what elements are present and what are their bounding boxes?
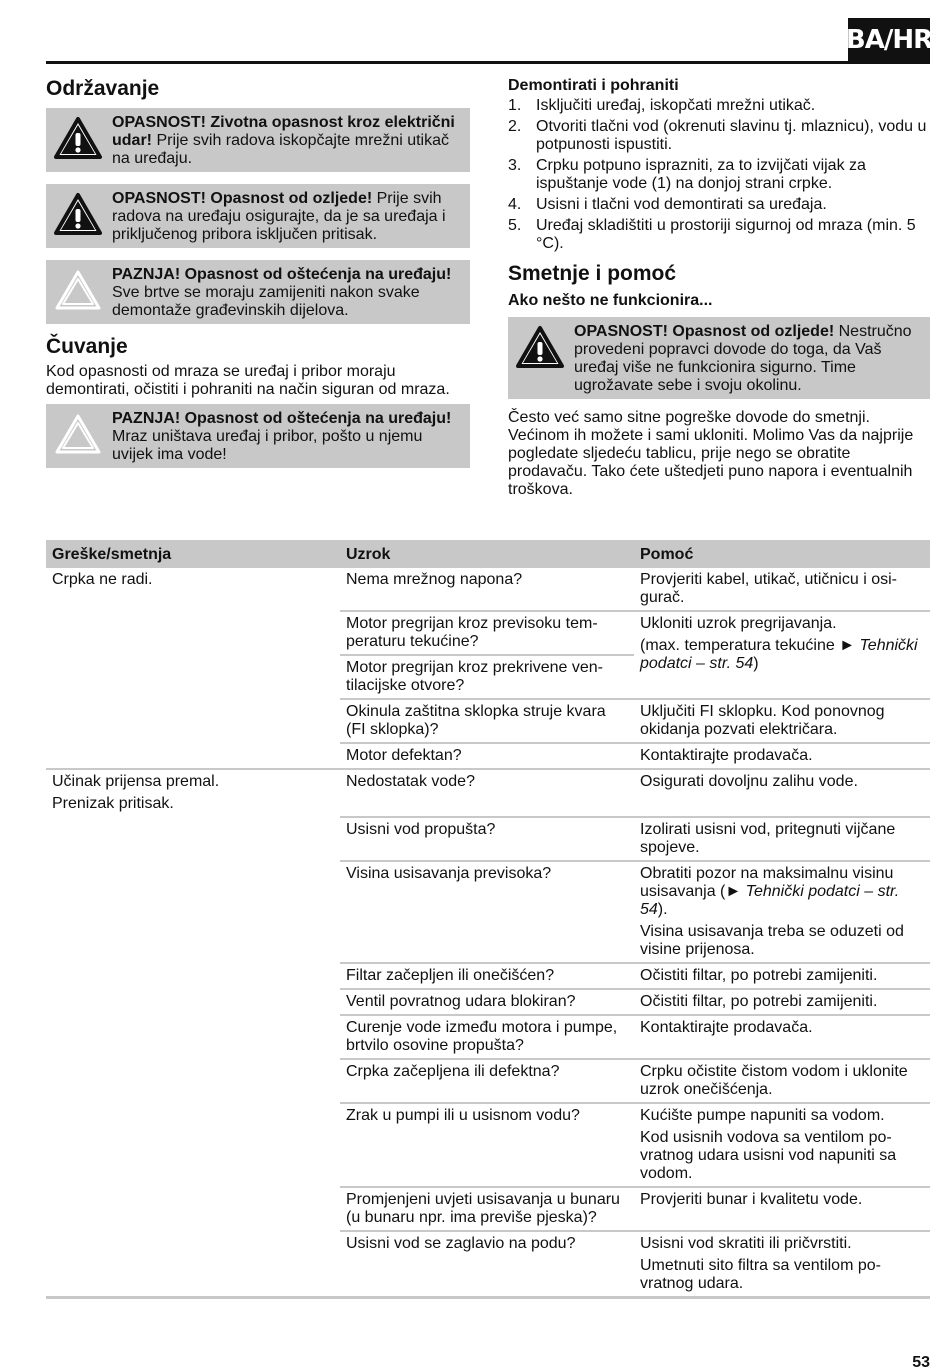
table-header-row [46,540,930,568]
language-tab: BA/HR [848,18,930,62]
right-column [508,76,930,499]
warning-body: Sve brtve se moraju zamijeniti nakon svake demontaže građevinskih dijelova. [112,284,420,319]
help-cell [634,861,930,963]
step-text: Crpku potpuno isprazniti, za to izvijčati vijak za ispuštanje vode (1) na donjoj strani crpke. [536,157,866,192]
help-text: Osigurati dovoljnu zalihu vode. [640,773,858,790]
help-cell [634,1059,930,1103]
warning-text [112,190,464,244]
step-number: 5. [508,217,522,234]
cause-cell: Motor pregrijan kroz previsoku temperaturu tekućine? [340,611,634,655]
cause-cell: Motor defektan? [340,743,634,769]
warning-label: OPASNOST! Opasnost od ozljede! [112,190,373,207]
step-number: 1. [508,97,522,114]
cause-cell: Ventil povratnog udara blokiran? [340,989,634,1015]
cause-cell: Nedostatak vode? [340,769,634,817]
help-text: Kod usisnih vodova sa ventilom povratnog udara usisni vod napuniti sa vodom. [640,1129,897,1182]
help-cell [634,989,930,1015]
help-text-ref [640,865,924,919]
cause-cell: Nema mrežnog napona? [340,568,634,611]
warning-label: PAZNJA! Opasnost od oštećenja na uređaju! [112,410,452,427]
step-number: 4. [508,196,522,213]
cause-cell: Zrak u pumpi ili u usisnom vodu? [340,1103,634,1187]
help-cell [634,1103,930,1187]
top-rule [46,61,930,64]
help-text: Provjeriti bunar i kvalitetu vode. [640,1191,863,1208]
page-number: 53 [912,1354,930,1371]
cause-cell: Usisni vod propušta? [340,817,634,861]
help-cell [634,769,930,817]
warning-box-repairs [508,317,930,399]
list-item [508,217,930,253]
help-cell [634,743,930,769]
table-row [46,769,930,817]
help-text: Ukloniti uzrok pregrijavanja. [640,615,837,632]
warning-box-injury [46,184,470,248]
caution-box-seals [46,260,470,324]
left-column [46,76,470,468]
cause-cell: Curenje vode između motora i pumpe, brtvilo osovine propušta? [340,1015,634,1059]
help-text: Visina usisavanja treba se oduzeti od visine prijenosa. [640,923,904,958]
help-text: ). [657,901,668,918]
help-text: ) [753,655,759,672]
column-header: Greške/smetnja [46,540,340,568]
warning-label: OPASNOST! Opasnost od ozljede! [574,323,835,340]
warning-text [574,323,924,395]
fault-text: Učinak prijensa premal. [52,773,220,790]
step-number: 3. [508,157,522,174]
help-text: (max. temperatura tekućine ► [640,637,860,654]
caution-triangle-icon [52,266,104,320]
troubleshooting-table [46,540,930,1299]
help-text: Crpku očistite čistom vodom i uklonite uzrok onečišćenja. [640,1063,908,1098]
storage-title: Čuvanje [46,335,128,358]
fault-cell [46,769,340,1298]
step-number: 2. [508,118,522,135]
trouble-text: Često već samo sitne pogreške dovode do smetnji. Većinom ih možete i sami ukloniti. Molimo Vas da najprije pogledate sljedeću tablicu, prije nego se obratite prodavaču. Tako ćete uštedjeti puno napora i eventualnih troškova. [508,409,914,498]
help-text: Provjeriti kabel, utikač, utičnicu i osigurač. [640,571,897,606]
warning-text [112,410,464,464]
help-text: Usisni vod skratiti ili pričvrstiti. [640,1235,852,1252]
help-text: Očistiti filtar, po potrebi zamijeniti. [640,967,878,984]
help-cell [634,1015,930,1059]
warning-body: Prije svih radova na uređaju osigurajte, da je sa uređaja i priključenog pribora isključen pritisak. [112,190,446,243]
step-text: Usisni i tlačni vod demontirati sa uređaja. [536,196,827,213]
fault-text: Prenizak pritisak. [52,795,174,812]
danger-triangle-icon [52,190,104,244]
help-text: Očistiti filtar, po potrebi zamijeniti. [640,993,878,1010]
warning-text [112,114,464,168]
help-text: Umetnuti sito filtra sa ventilom povratnog udara. [640,1257,881,1292]
warning-label: OPASNOST! Zivotna opasnost kroz električni udar! [112,114,455,149]
step-text: Isključiti uređaj, iskopčati mrežni utikač. [536,97,816,114]
cause-cell: Crpka začepljena ili defektna? [340,1059,634,1103]
danger-triangle-icon [52,114,104,168]
warning-label: PAZNJA! Opasnost od oštećenja na uređaju! [112,266,452,283]
cause-cell: Filtar začepljen ili onečišćen? [340,963,634,989]
table-row [46,568,930,611]
step-text: Otvoriti tlačni vod (okrenuti slavinu tj. mlaznicu), vodu u potpunosti ispustiti. [536,118,927,153]
cause-cell: Motor pregrijan kroz prekrivene ventilacijske otvore? [340,655,634,699]
warning-body: Nestručno provedeni popravci dovode do toga, da Vaš uređaj više ne funkcionira sigurno. Time ugrožavate sebe i svoju okolinu. [574,323,912,394]
warning-box-electric [46,108,470,172]
help-text: Kućište pumpe napuniti sa vodom. [640,1107,885,1124]
fault-text: Crpka ne radi. [52,571,153,588]
help-cell [634,699,930,743]
help-cell [634,611,930,699]
help-cell [634,1187,930,1231]
cause-cell: Promjenjeni uvjeti usisavanja u bunaru (u bunaru npr. ima previše pjeska)? [340,1187,634,1231]
dismantle-title: Demontirati i pohraniti [508,77,679,94]
trouble-title: Smetnje i pomoć [508,262,677,285]
list-item [508,97,930,115]
trouble-subtitle: Ako nešto ne funkcionira... [508,292,713,309]
storage-text: Kod opasnosti od mraza se uređaj i pribor moraju demontirati, očistiti i pohraniti na način siguran od mraza. [46,363,450,398]
step-text: Uređaj skladištiti u prostoriji sigurnoj od mraza (min. 5 °C). [536,217,916,252]
fault-cell [46,568,340,769]
help-link-text: Tehnički podatci – str. 54 [640,883,900,918]
help-text-ref [640,637,924,673]
help-cell [634,963,930,989]
cause-cell: Okinula zaštitna sklopka struje kvara (FI sklopka)? [340,699,634,743]
help-text: Kontaktirajte prodavača. [640,1019,813,1036]
help-link-text: Tehnički podatci – str. 54 [640,637,918,672]
caution-box-frost [46,404,470,468]
help-text: Obratiti pozor na maksimalnu visinu usisavanja (► [640,865,894,900]
warning-text [112,266,464,320]
column-header: Uzrok [340,540,634,568]
caution-triangle-icon [52,410,104,464]
danger-triangle-icon [514,323,566,395]
help-text: Uključiti FI sklopku. Kod ponovnog okidanja pozvati električara. [640,703,885,738]
maintenance-title: Održavanje [46,77,160,100]
help-cell [634,568,930,611]
list-item [508,157,930,193]
warning-body: Prije svih radova iskopčajte mrežni utikač na uređaju. [112,132,450,167]
dismantle-steps [508,97,930,253]
cause-cell: Visina usisavanja previsoka? [340,861,634,963]
help-text: Kontaktirajte prodavača. [640,747,813,764]
cause-cell: Usisni vod se zaglavio na podu? [340,1231,634,1298]
warning-body: Mraz uništava uređaj i pribor, pošto u njemu uvijek ima vode! [112,428,423,463]
column-header: Pomoć [634,540,930,568]
list-item [508,196,930,214]
list-item [508,118,930,154]
help-text: Izolirati usisni vod, pritegnuti vijčane spojeve. [640,821,896,856]
help-cell [634,1231,930,1298]
help-cell [634,817,930,861]
